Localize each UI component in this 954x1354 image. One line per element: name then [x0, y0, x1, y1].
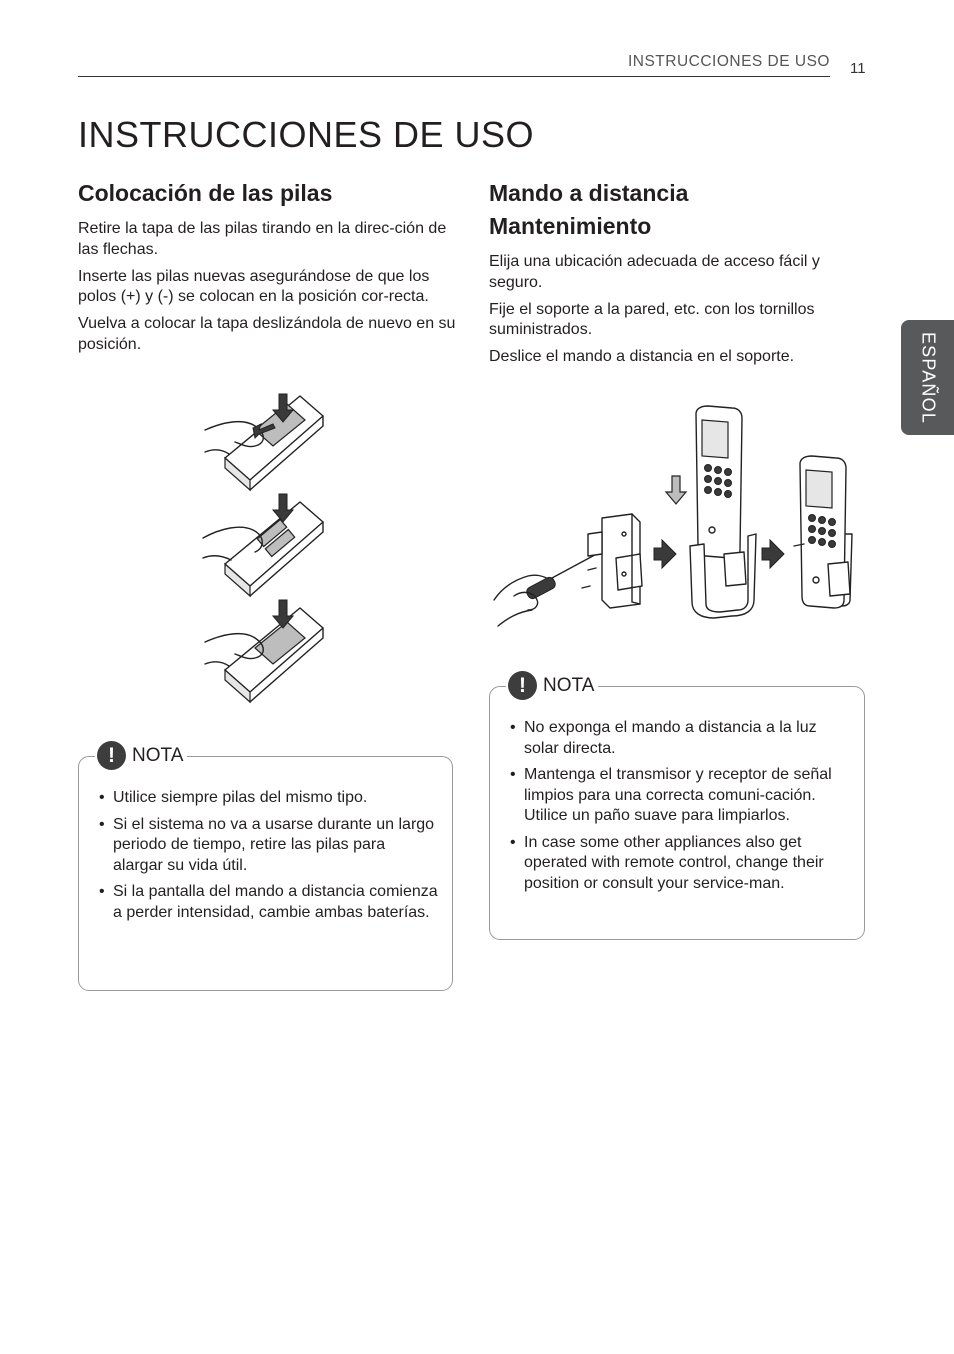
arrow-right-icon — [762, 540, 784, 568]
note-item: • Mantenga el transmisor y receptor de señal limpios para una correcta comuni-cación. Utilice un paño suave para limpiarlos. — [510, 765, 850, 827]
header-rule — [78, 76, 830, 77]
page-title: INSTRUCCIONES DE USO — [78, 114, 535, 155]
screwdriver-hand-illustration — [494, 550, 604, 626]
note-header — [95, 741, 187, 770]
note-item: • Si el sistema no va a usarse durante un largo periodo de tiempo, retire las pilas para alargar su vida útil. — [99, 815, 439, 877]
running-header: INSTRUCCIONES DE USO — [627, 53, 830, 70]
note-label: NOTA — [543, 674, 595, 696]
warning-icon: ! — [508, 671, 537, 700]
screw-icon — [582, 568, 596, 588]
note-header — [506, 671, 598, 700]
battery-step-3-illustration — [205, 600, 323, 702]
warning-icon: ! — [97, 741, 126, 770]
battery-step-1: Retire la tapa de las pilas tirando en la direc-ción de las flechas. — [78, 220, 447, 258]
language-tab-label: ESPAÑOL — [918, 331, 938, 424]
note-label: NOTA — [132, 744, 184, 766]
remote-insert-illustration — [666, 406, 756, 618]
battery-note-list — [99, 788, 439, 929]
remote-heading-line-1: Mando a distancia — [489, 180, 689, 206]
battery-replacement-illustration — [195, 388, 335, 708]
battery-section-heading: Colocación de las pilas — [78, 180, 333, 206]
language-tab — [901, 320, 954, 435]
battery-step-1-illustration — [205, 394, 323, 490]
battery-step-2-illustration — [203, 494, 323, 596]
note-item: • In case some other appliances also get operated with remote control, change their position or consult your service-man. — [510, 833, 850, 895]
note-item: • No exponga el mando a distancia a la luz solar directa. — [510, 718, 850, 759]
remote-mounted-illustration — [794, 456, 852, 608]
remote-step-1: Elija una ubicación adecuada de acceso fácil y seguro. — [489, 253, 820, 291]
remote-heading-line-2: Mantenimiento — [489, 213, 652, 239]
remote-note-list — [510, 718, 850, 900]
remote-note-box — [489, 674, 865, 940]
note-item: • Utilice siempre pilas del mismo tipo. — [99, 788, 439, 809]
page-number: 11 — [850, 60, 866, 77]
remote-step-3: Deslice el mando a distancia en el soporte. — [489, 348, 795, 365]
battery-step-2: Inserte las pilas nuevas asegurándose de que los polos (+) y (-) se colocan en la posición cor-recta. — [78, 267, 430, 305]
battery-step-3: Vuelva a colocar la tapa deslizándola de nuevo en su posición. — [78, 315, 456, 353]
battery-note-box — [78, 744, 453, 991]
battery-instructions — [78, 219, 456, 362]
arrow-right-icon — [654, 540, 676, 568]
remote-section-heading — [489, 177, 688, 243]
note-item: • Si la pantalla del mando a distancia comienza a perder intensidad, cambie ambas baterías. — [99, 882, 439, 923]
remote-instructions — [489, 252, 867, 374]
wall-bracket-illustration — [588, 514, 642, 608]
remote-step-2: Fije el soporte a la pared, etc. con los tornillos suministrados. — [489, 300, 815, 338]
remote-holder-illustration — [492, 404, 862, 634]
